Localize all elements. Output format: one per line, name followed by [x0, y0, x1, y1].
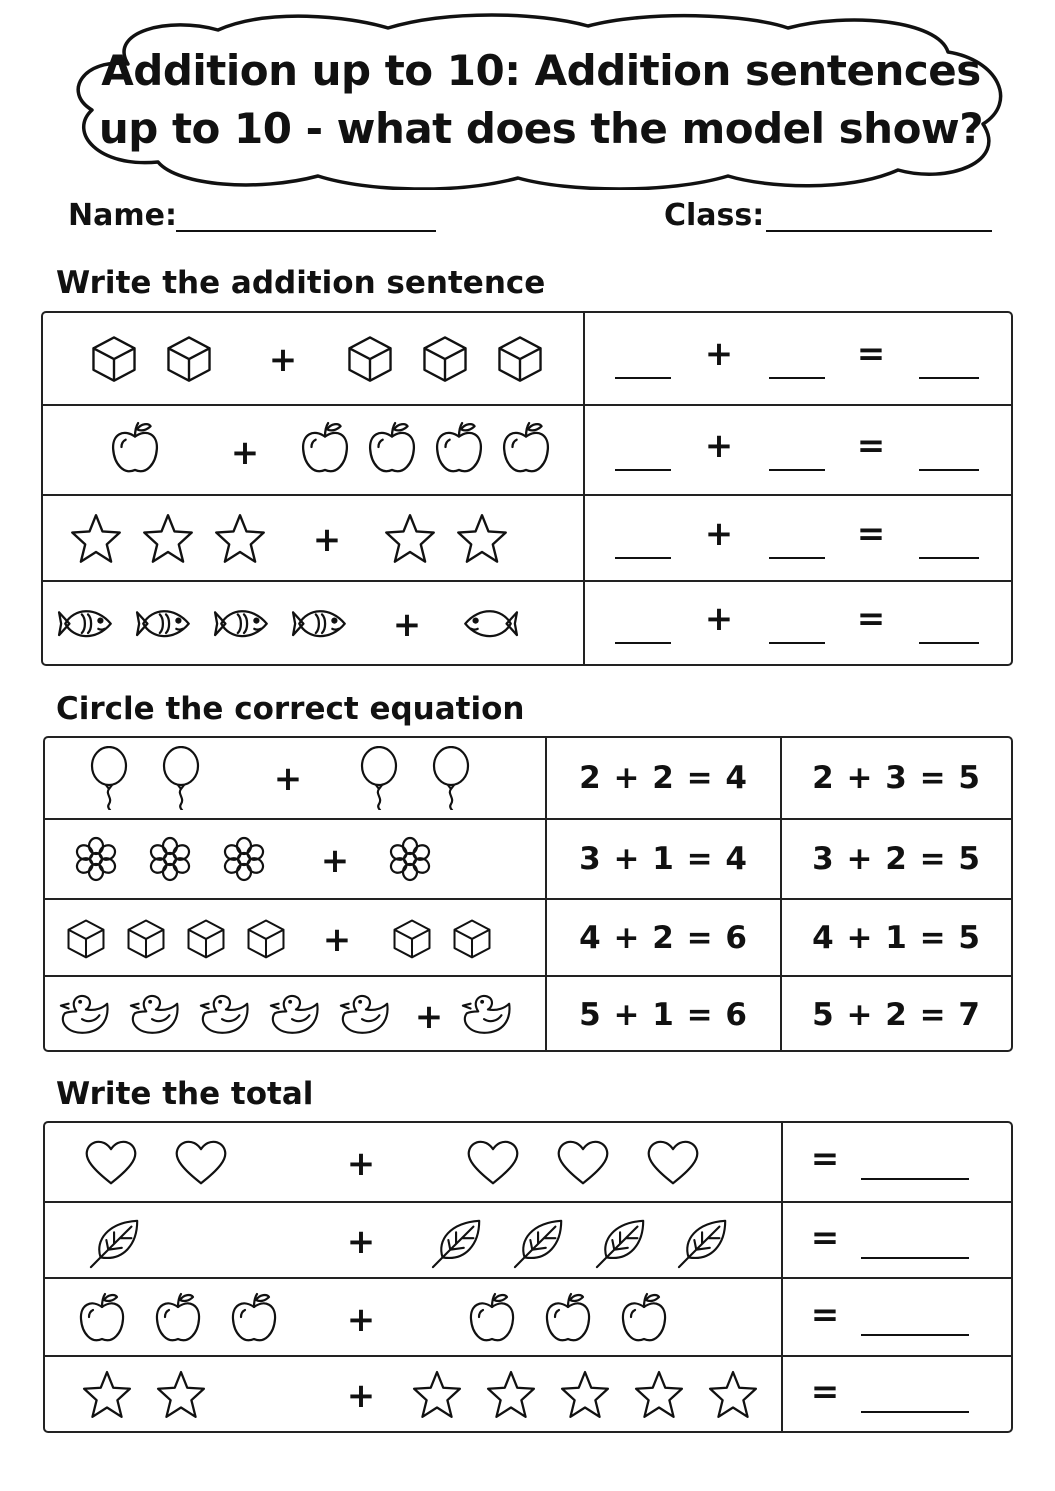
section1-heading: Write the addition sentence	[56, 265, 546, 301]
fish-icon	[135, 602, 197, 649]
first-addend-blank[interactable]	[615, 469, 671, 471]
star-icon	[455, 512, 509, 570]
plus-sign: +	[346, 1300, 376, 1340]
second-addend-blank[interactable]	[769, 377, 825, 379]
star-icon	[633, 1369, 685, 1425]
equation-option-a[interactable]: 4 + 2 = 6	[579, 919, 748, 956]
table-row	[43, 580, 1011, 664]
leaf-icon	[677, 1215, 731, 1273]
sentence-cell	[583, 313, 1011, 404]
title-line-2: up to 10 - what does the model show?	[98, 104, 984, 153]
leaf-icon	[513, 1215, 567, 1273]
plus-sign: +	[704, 333, 734, 374]
star-icon	[141, 512, 195, 570]
star-icon	[69, 512, 123, 570]
heart-icon	[173, 1137, 229, 1191]
equation-option-a[interactable]: 2 + 2 = 4	[579, 760, 748, 796]
name-label: Name:	[68, 198, 177, 233]
duck-icon	[197, 990, 251, 1043]
cube-icon	[449, 915, 495, 965]
balloon-icon	[89, 746, 129, 814]
star-icon	[707, 1369, 759, 1425]
model-cell	[43, 406, 583, 494]
equation-option[interactable]	[545, 820, 780, 898]
equals-sign: =	[856, 426, 886, 466]
section2-heading: Circle the correct equation	[56, 691, 525, 727]
model-cell	[45, 820, 545, 898]
plus-sign: +	[268, 340, 298, 380]
plus-sign: +	[346, 1376, 376, 1416]
equation-option-b[interactable]: 2 + 3 = 5	[812, 760, 981, 796]
model-cell	[45, 900, 545, 975]
model-cell	[45, 977, 545, 1052]
plus-sign: +	[320, 841, 350, 881]
write-total-table	[43, 1121, 1013, 1433]
table-row	[43, 494, 1011, 580]
star-icon	[213, 512, 267, 570]
equation-option[interactable]	[545, 738, 780, 818]
table-row	[45, 1123, 1011, 1201]
cube-icon	[183, 915, 229, 965]
equals-sign: =	[810, 1218, 840, 1258]
total-cell	[781, 1279, 1011, 1355]
correct-equation-table	[43, 736, 1013, 1052]
apple-icon	[500, 420, 552, 481]
name-field[interactable]	[176, 230, 436, 232]
equals-sign: =	[810, 1372, 840, 1412]
total-blank[interactable]	[861, 1334, 969, 1336]
apple-icon	[467, 1291, 517, 1350]
equation-option[interactable]	[780, 977, 1011, 1052]
fish-icon	[213, 602, 275, 649]
plus-sign: +	[704, 599, 734, 639]
cube-icon	[123, 915, 169, 965]
star-icon	[485, 1369, 537, 1425]
leaf-icon	[431, 1215, 485, 1273]
balloon-icon	[161, 746, 201, 814]
title-line-1: Addition up to 10: Addition sentences	[101, 46, 981, 95]
plus-sign: +	[414, 997, 444, 1037]
heart-icon	[465, 1137, 521, 1191]
section3-heading: Write the total	[56, 1076, 314, 1112]
apple-icon	[366, 420, 418, 481]
cube-icon	[63, 915, 109, 965]
total-cell	[781, 1123, 1011, 1201]
class-label: Class:	[664, 198, 765, 233]
sum-blank[interactable]	[919, 469, 979, 471]
apple-icon	[433, 420, 485, 481]
apple-icon	[109, 420, 161, 481]
equals-sign: =	[856, 514, 886, 554]
addition-sentence-table	[41, 311, 1013, 666]
sentence-cell	[583, 496, 1011, 580]
table-row	[45, 1355, 1011, 1431]
table-row	[45, 898, 1011, 975]
flower-icon	[145, 834, 195, 888]
leaf-icon	[595, 1215, 649, 1273]
star-icon	[559, 1369, 611, 1425]
flower-icon	[219, 834, 269, 888]
sum-blank[interactable]	[919, 642, 979, 644]
cube-icon	[87, 331, 141, 389]
second-addend-blank[interactable]	[769, 557, 825, 559]
leaf-icon	[89, 1215, 143, 1273]
cube-icon	[162, 331, 216, 389]
table-row	[45, 738, 1011, 818]
balloon-icon	[431, 746, 471, 814]
apple-icon	[619, 1291, 669, 1350]
plus-sign: +	[312, 520, 342, 560]
equation-option[interactable]	[780, 900, 1011, 975]
star-icon	[155, 1369, 207, 1425]
model-cell	[43, 496, 583, 580]
total-cell	[781, 1203, 1011, 1277]
duck-icon	[57, 990, 111, 1043]
heart-icon	[555, 1137, 611, 1191]
table-row	[45, 1201, 1011, 1277]
title-cloud	[68, 12, 1014, 190]
equation-option-b[interactable]: 5 + 2 = 7	[812, 996, 981, 1033]
cube-icon	[389, 915, 435, 965]
duck-icon	[127, 990, 181, 1043]
first-addend-blank[interactable]	[615, 377, 671, 379]
cube-icon	[493, 331, 547, 389]
heart-icon	[83, 1137, 139, 1191]
apple-icon	[77, 1291, 127, 1350]
model-cell	[45, 1123, 781, 1201]
model-cell	[45, 1203, 781, 1277]
equation-option[interactable]	[545, 900, 780, 975]
model-cell	[45, 1279, 781, 1355]
equals-sign: =	[810, 1295, 840, 1335]
plus-sign: +	[346, 1222, 376, 1262]
table-row	[43, 404, 1011, 494]
table-row	[45, 818, 1011, 898]
second-addend-blank[interactable]	[769, 642, 825, 644]
fish-icon	[57, 602, 119, 649]
equation-option[interactable]	[545, 977, 780, 1052]
sentence-cell	[583, 582, 1011, 664]
total-blank[interactable]	[861, 1178, 969, 1180]
duck-icon	[459, 990, 513, 1043]
equation-option[interactable]	[780, 820, 1011, 898]
equals-sign: =	[856, 599, 886, 639]
table-row	[43, 313, 1011, 404]
apple-icon	[229, 1291, 279, 1350]
equation-option[interactable]	[780, 738, 1011, 818]
sentence-cell	[583, 406, 1011, 494]
equation-option-a[interactable]: 3 + 1 = 4	[579, 841, 748, 877]
plus-sign: +	[704, 514, 734, 554]
apple-icon	[299, 420, 351, 481]
plus-sign: +	[392, 605, 422, 645]
equation-option-a[interactable]: 5 + 1 = 6	[579, 996, 748, 1033]
total-blank[interactable]	[861, 1257, 969, 1259]
model-cell	[43, 582, 583, 664]
model-cell	[45, 1357, 781, 1431]
apple-icon	[543, 1291, 593, 1350]
balloon-icon	[359, 746, 399, 814]
flower-icon	[71, 834, 121, 888]
plus-sign: +	[704, 426, 734, 466]
star-icon	[411, 1369, 463, 1425]
fish-icon	[291, 602, 353, 649]
star-icon	[81, 1369, 133, 1425]
first-addend-blank[interactable]	[615, 557, 671, 559]
plus-sign: +	[346, 1144, 376, 1184]
plus-sign: +	[322, 920, 352, 960]
page-title	[68, 42, 1014, 158]
duck-icon	[337, 990, 391, 1043]
equation-option-b[interactable]: 4 + 1 = 5	[812, 919, 981, 956]
cube-icon	[243, 915, 289, 965]
total-cell	[781, 1357, 1011, 1431]
fish-icon	[457, 602, 519, 649]
model-cell	[43, 313, 583, 404]
table-row	[45, 1277, 1011, 1355]
table-row	[45, 975, 1011, 1052]
equals-sign: =	[810, 1139, 840, 1179]
cube-icon	[343, 331, 397, 389]
cube-icon	[418, 331, 472, 389]
heart-icon	[645, 1137, 701, 1191]
second-addend-blank[interactable]	[769, 469, 825, 471]
apple-icon	[153, 1291, 203, 1350]
sum-blank[interactable]	[919, 377, 979, 379]
equation-option-b[interactable]: 3 + 2 = 5	[812, 841, 981, 877]
equals-sign: =	[856, 333, 886, 374]
plus-sign: +	[230, 433, 260, 473]
flower-icon	[385, 834, 435, 888]
model-cell	[45, 738, 545, 818]
star-icon	[383, 512, 437, 570]
class-field[interactable]	[766, 230, 992, 232]
plus-sign: +	[273, 759, 303, 799]
total-blank[interactable]	[861, 1411, 969, 1413]
duck-icon	[267, 990, 321, 1043]
first-addend-blank[interactable]	[615, 642, 671, 644]
sum-blank[interactable]	[919, 557, 979, 559]
